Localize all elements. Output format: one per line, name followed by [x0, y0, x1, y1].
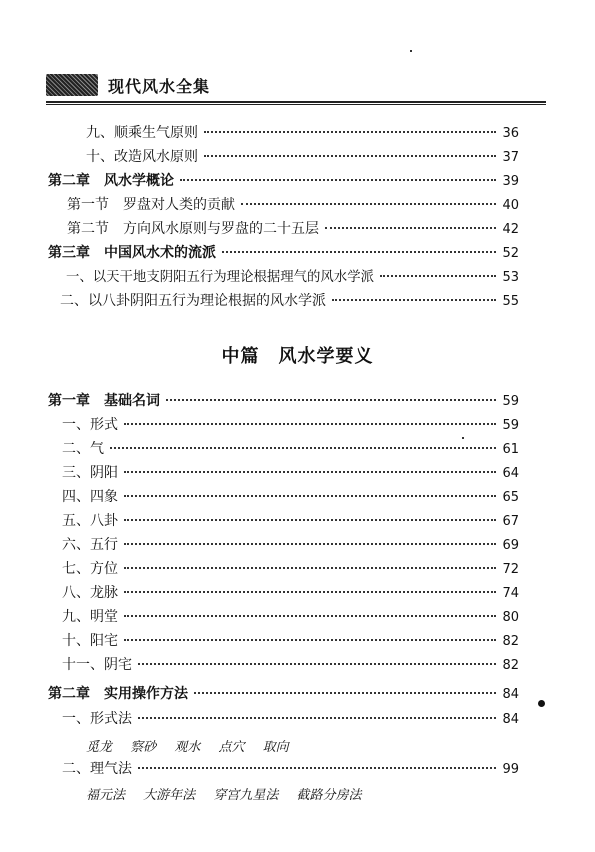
toc-entry-page: 37: [502, 150, 519, 165]
toc-entry[interactable]: [62, 510, 519, 530]
toc-entry-page: 64: [502, 466, 519, 481]
dot-leader: [124, 615, 496, 617]
toc-entry-page: 67: [502, 514, 519, 529]
toc-entry[interactable]: [62, 582, 519, 602]
qi-methods-list: [86, 784, 375, 803]
form-methods-list: [86, 736, 303, 755]
dot-leader: [138, 663, 496, 665]
method-item: 点穴: [218, 740, 245, 755]
toc-entry[interactable]: [86, 122, 519, 142]
toc-entry[interactable]: [62, 486, 519, 506]
toc-entry-page: 80: [502, 610, 519, 625]
toc-entry[interactable]: [67, 218, 519, 238]
toc-entry-page: 42: [502, 222, 519, 237]
method-item: 观水: [174, 740, 201, 755]
toc-entry-label: 第一节 罗盘对人类的贡献: [67, 197, 235, 213]
toc-entry-label: 十、阳宅: [62, 633, 118, 649]
dot-leader: [124, 591, 496, 593]
method-item: 截路分房法: [296, 788, 362, 803]
dot-leader: [204, 131, 496, 133]
toc-entry-page: 72: [502, 562, 519, 577]
dot-leader: [241, 203, 496, 205]
toc-entry[interactable]: [62, 654, 519, 674]
toc-entry-page: 61: [502, 442, 519, 457]
toc-entry-page: 69: [502, 538, 519, 553]
toc-chapter[interactable]: [48, 170, 519, 190]
scan-speck: [410, 50, 412, 52]
part-title: 中篇 风水学要义: [221, 346, 374, 367]
toc-entry-label: 二、理气法: [62, 761, 132, 777]
toc-chapter[interactable]: [48, 390, 519, 410]
toc-entry-page: 59: [502, 394, 519, 409]
toc-entry[interactable]: [62, 414, 519, 434]
toc-entry-label: 九、顺乘生气原则: [86, 125, 198, 141]
book-logo-icon: [46, 74, 98, 96]
toc-entry-label: 五、八卦: [62, 513, 118, 529]
dot-leader: [124, 423, 496, 425]
toc-entry-page: 52: [502, 246, 519, 261]
toc-entry-page: 36: [502, 126, 519, 141]
dot-leader: [380, 275, 496, 277]
toc-entry-label: 三、阴阳: [62, 465, 118, 481]
toc-entry-label: 四、四象: [62, 489, 118, 505]
toc-entry-label: 六、五行: [62, 537, 118, 553]
toc-entry-page: 82: [502, 658, 519, 673]
dot-leader: [180, 179, 496, 181]
toc-entry-page: 55: [502, 294, 519, 309]
toc-entry-page: 53: [502, 270, 519, 285]
toc-entry-label: 第二章 风水学概论: [48, 173, 174, 189]
toc-entry-label: 第二节 方向风水原则与罗盘的二十五层: [67, 221, 319, 237]
dot-leader: [194, 692, 496, 694]
toc-entry-label: 十、改造风水原则: [86, 149, 198, 165]
toc-entry-page: 59: [502, 418, 519, 433]
toc-entry[interactable]: [86, 146, 519, 166]
toc-entry-page: 84: [502, 712, 519, 727]
dot-leader: [166, 399, 496, 401]
running-header: [46, 72, 546, 100]
dot-leader: [222, 251, 496, 253]
toc-entry[interactable]: [62, 558, 519, 578]
dot-leader: [138, 717, 496, 719]
toc-entry-label: 第一章 基础名词: [48, 393, 160, 409]
dot-leader: [124, 471, 496, 473]
toc-entry-page: 82: [502, 634, 519, 649]
toc-entry-label: 一、形式法: [62, 711, 132, 727]
method-item: 福元法: [86, 788, 126, 803]
toc-chapter[interactable]: [48, 242, 519, 262]
toc-entry-page: 40: [502, 198, 519, 213]
dot-leader: [124, 543, 496, 545]
toc-entry[interactable]: [62, 438, 519, 458]
dot-leader: [124, 519, 496, 521]
method-item: 觅龙: [86, 740, 113, 755]
toc-entry-label: 十一、阴宅: [62, 657, 132, 673]
method-item: 穿宫九星法: [213, 788, 279, 803]
dot-leader: [332, 299, 496, 301]
dot-leader: [124, 567, 496, 569]
toc-entry-label: 七、方位: [62, 561, 118, 577]
dot-leader: [204, 155, 496, 157]
toc-entry[interactable]: [67, 194, 519, 214]
toc-entry-label: 九、明堂: [62, 609, 118, 625]
toc-entry-page: 39: [502, 174, 519, 189]
toc-entry[interactable]: [66, 266, 519, 286]
toc-entry-label: 二、气: [62, 441, 104, 457]
toc-entry[interactable]: [62, 606, 519, 626]
toc-entry[interactable]: [62, 630, 519, 650]
toc-entry-label: 第二章 实用操作方法: [48, 686, 188, 702]
toc-entry-label: 一、形式: [62, 417, 118, 433]
dot-leader: [325, 227, 496, 229]
dot-leader: [124, 639, 496, 641]
toc-entry[interactable]: [62, 534, 519, 554]
toc-entry-page: 84: [502, 687, 519, 702]
toc-entry-page: 74: [502, 586, 519, 601]
toc-entry-label: 二、以八卦阴阳五行为理论根据的风水学派: [60, 293, 326, 309]
toc-entry-label: 八、龙脉: [62, 585, 118, 601]
dot-leader: [110, 447, 496, 449]
toc-entry-page: 99: [502, 762, 519, 777]
toc-entry[interactable]: [62, 462, 519, 482]
margin-dot: [538, 700, 545, 707]
header-rule: [46, 101, 546, 105]
method-item: 取向: [262, 740, 289, 755]
toc-entry-label: 一、以天干地支阴阳五行为理论根据理气的风水学派: [66, 270, 374, 285]
toc-chapter[interactable]: [48, 683, 519, 703]
dot-leader: [138, 767, 496, 769]
toc-entry-label: 第三章 中国风水术的流派: [48, 245, 216, 261]
toc-entry[interactable]: [62, 758, 519, 778]
method-item: 察砂: [130, 740, 157, 755]
book-title: 现代风水全集: [108, 77, 211, 96]
dot-leader: [124, 495, 496, 497]
toc-entry[interactable]: [60, 290, 519, 310]
method-item: 大游年法: [143, 788, 196, 803]
toc-entry-page: 65: [502, 490, 519, 505]
toc-entry[interactable]: [62, 708, 519, 728]
